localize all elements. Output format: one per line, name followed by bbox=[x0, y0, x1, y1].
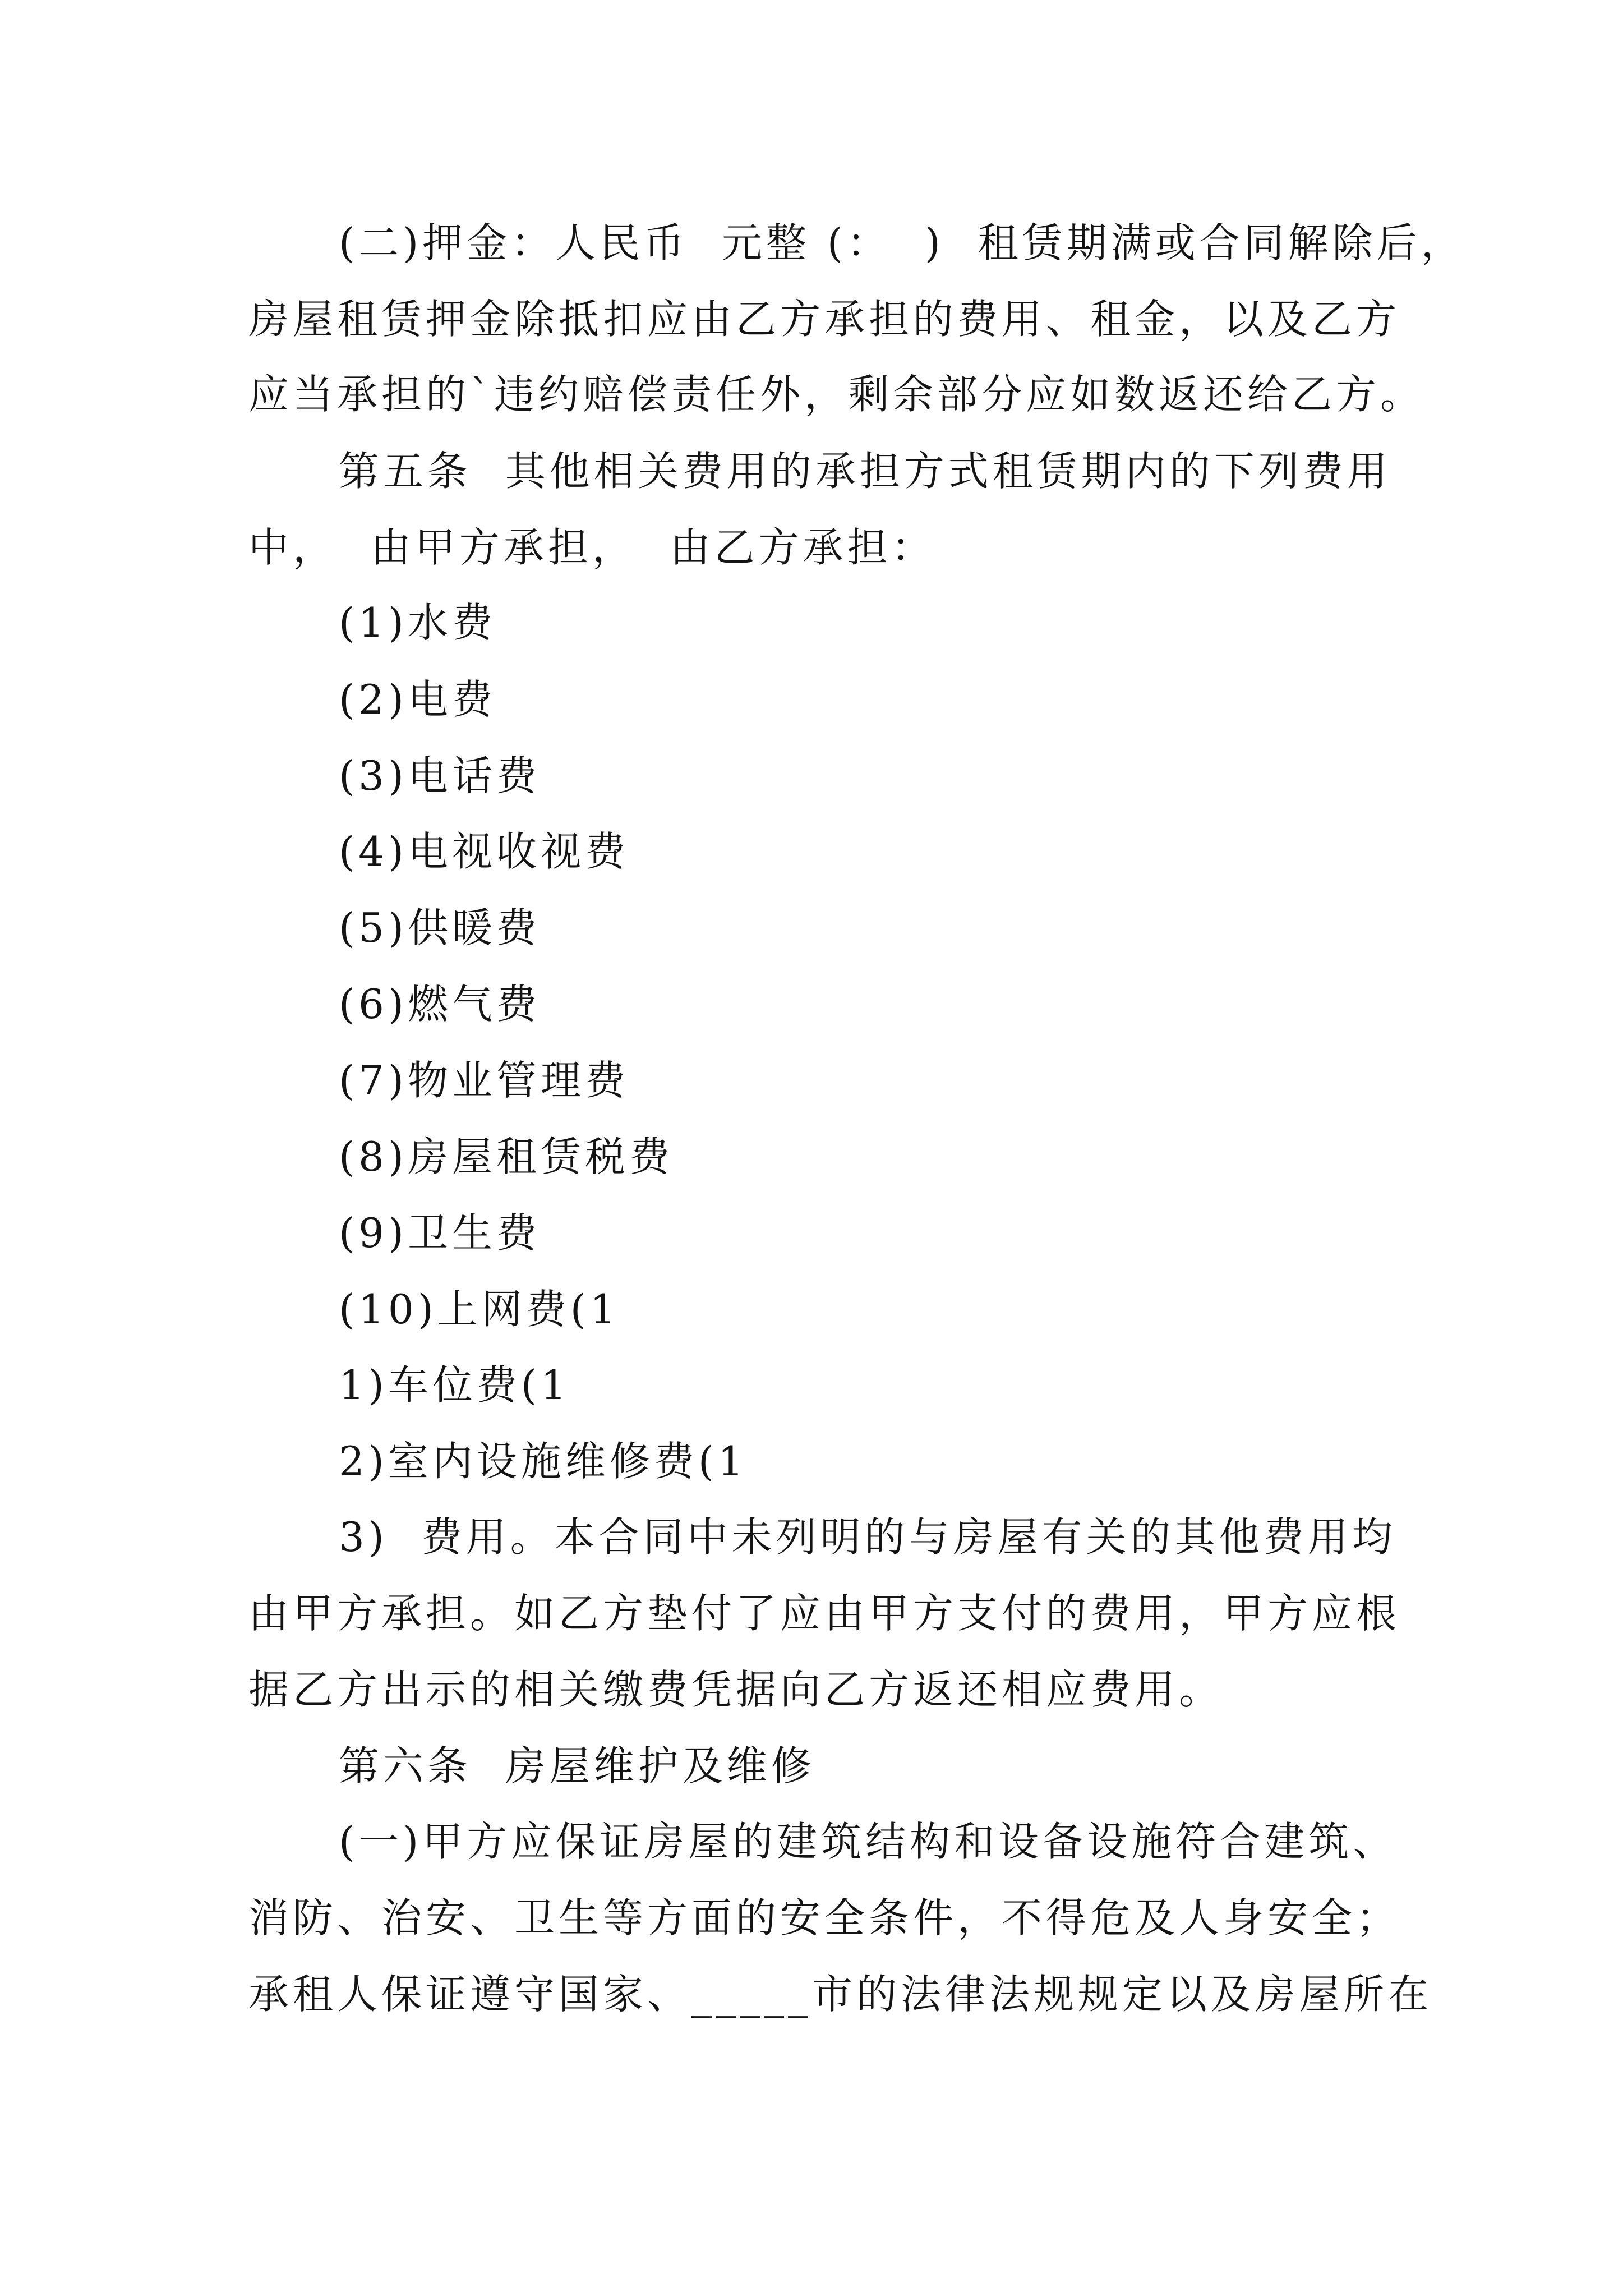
paragraph-maintenance-line-3: 承租人保证遵守国家、_____市的法律法规规定以及房屋所在 bbox=[248, 1971, 1433, 2018]
paragraph-deposit-line-3: 应当承担的`违约赔偿责任外，剩余部分应如数返还给乙方。 bbox=[248, 371, 1425, 418]
article-five-line-2: 中， 由甲方承担， 由乙方承担： bbox=[248, 524, 936, 571]
paragraph-deposit-line-2: 房屋租赁押金除抵扣应由乙方承担的费用、租金，以及乙方 bbox=[248, 296, 1401, 343]
list-item-property-management: (7)物业管理费 bbox=[339, 1057, 629, 1104]
list-item-sanitation: (9)卫生费 bbox=[339, 1209, 541, 1257]
paragraph-maintenance-line-1: (一)甲方应保证房屋的建筑结构和设备设施符合建筑、 bbox=[339, 1818, 1398, 1865]
article-six-heading: 第六条 房屋维护及维修 bbox=[339, 1742, 815, 1789]
list-item-heating: (5)供暖费 bbox=[339, 904, 541, 951]
paragraph-deposit-line-1: (二)押金：人民币 元整 (： ) 租赁期满或合同解除后， bbox=[339, 219, 1465, 266]
list-item-water: (1)水费 bbox=[339, 599, 496, 646]
paragraph-other-fees-line-2: 由甲方承担。如乙方垫付了应由甲方支付的费用，甲方应根 bbox=[248, 1590, 1401, 1637]
list-item-rental-tax: (8)房屋租赁税费 bbox=[339, 1133, 674, 1180]
paragraph-other-fees-line-1: 3) 费用。本合同中未列明的与房屋有关的其他费用均 bbox=[339, 1513, 1396, 1561]
article-five-line-1: 第五条 其他相关费用的承担方式租赁期内的下列费用 bbox=[339, 448, 1391, 495]
paragraph-other-fees-line-3: 据乙方出示的相关缴费凭据向乙方返还相应费用。 bbox=[248, 1666, 1224, 1713]
list-item-parking: 1)车位费(1 bbox=[339, 1361, 570, 1409]
list-item-maintenance: 2)室内设施维修费(1 bbox=[339, 1438, 748, 1485]
paragraph-maintenance-line-2: 消防、治安、卫生等方面的安全条件，不得危及人身安全； bbox=[248, 1894, 1401, 1941]
list-item-electricity: (2)电费 bbox=[339, 676, 496, 723]
list-item-telephone: (3)电话费 bbox=[339, 752, 541, 799]
list-item-tv: (4)电视收视费 bbox=[339, 828, 629, 875]
list-item-internet: (10)上网费(1 bbox=[339, 1286, 620, 1333]
list-item-gas: (6)燃气费 bbox=[339, 981, 541, 1028]
